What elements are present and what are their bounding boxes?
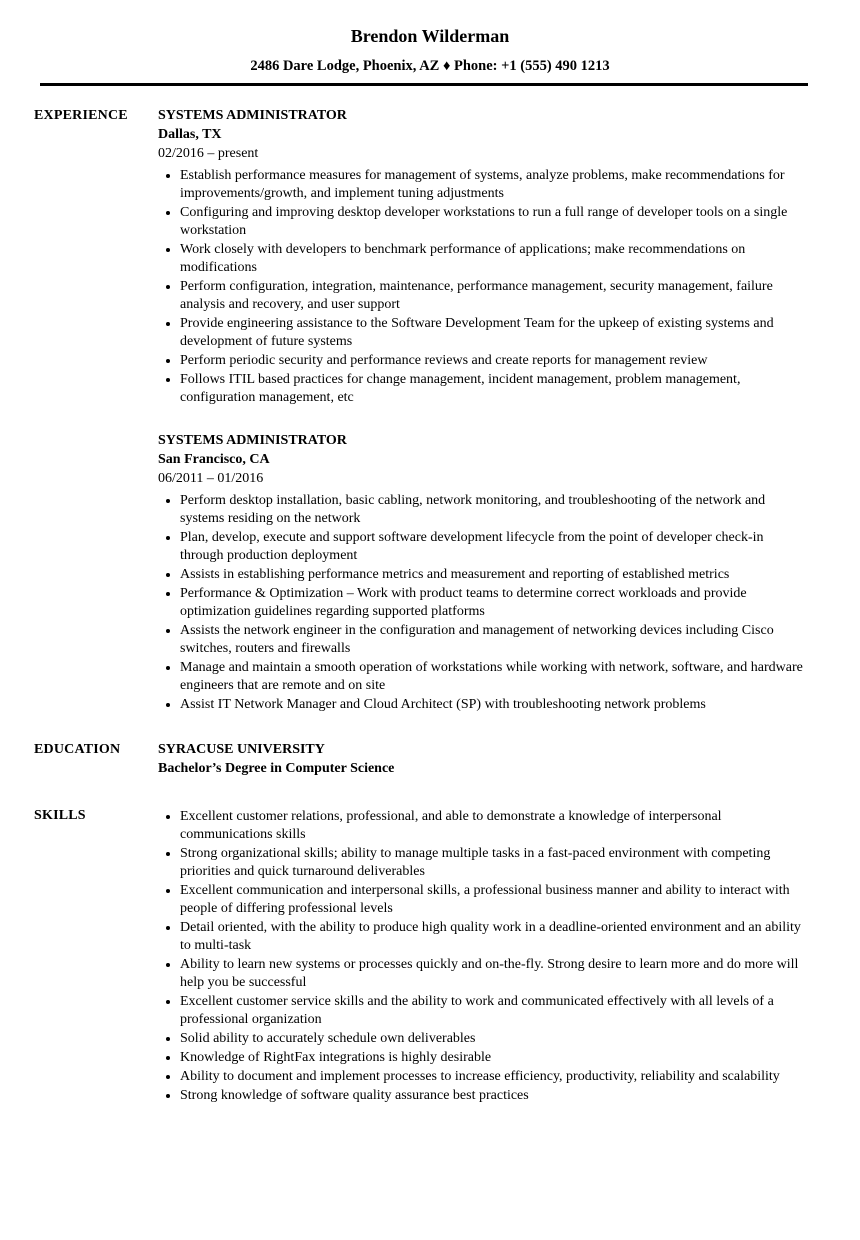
bullet-item: • Ability to learn new systems or processes quickly and on-the-fly. Strong desire to learn more and do more will help you be successful (180, 955, 806, 992)
bullet-item: • Knowledge of RightFax integrations is highly desirable (180, 1048, 806, 1067)
bullet-item: • Establish performance measures for management of systems, analyze problems, make recommendations for improvements/growth, and implement tuning adjustments (180, 166, 806, 203)
person-name: Brendon Wilderman (350, 26, 510, 46)
bullet-item: • Solid ability to accurately schedule own deliverables (180, 1029, 806, 1048)
section-label-experience: EXPERIENCE (34, 108, 128, 123)
bullet-item: • Excellent customer relations, professional, and able to demonstrate a knowledge of interpersonal communications skills (180, 807, 806, 844)
bullet-item: • Configuring and improving desktop developer workstations to run a full range of developer tools on a single workstation (180, 203, 806, 240)
section-skills (0, 806, 860, 1105)
bullet-item: • Assists in establishing performance metrics and measurement and reporting of established metrics (180, 565, 806, 584)
section-label-education: EDUCATION (34, 742, 121, 757)
education-degree: Bachelor’s Degree in Computer Science (158, 761, 395, 776)
job-title: SYSTEMS ADMINISTRATOR (158, 108, 347, 123)
job-location: San Francisco, CA (158, 452, 270, 467)
section-experience (0, 106, 860, 714)
experience-content (158, 106, 806, 714)
education-content (158, 740, 806, 778)
skills-list (158, 807, 806, 1105)
bullet-item: • Ability to document and implement processes to increase efficiency, productivity, reliability and scalability (180, 1067, 806, 1086)
job-dates: 06/2011 – 01/2016 (158, 471, 264, 486)
bullet-item: • Performance & Optimization – Work with product teams to determine correct workloads and provide optimization guidelines regarding supported platforms (180, 584, 806, 621)
bullet-item: • Perform periodic security and performance reviews and create reports for management review (180, 351, 806, 370)
job-bullet-list (158, 166, 806, 407)
bullet-item: • Strong organizational skills; ability to manage multiple tasks in a fast-paced environment with competing priorities and quick turnaround deliverables (180, 844, 806, 881)
bullet-item: • Assists the network engineer in the configuration and management of networking devices including Cisco switches, routers and firewalls (180, 621, 806, 658)
bullet-item: • Plan, develop, execute and support software development lifecycle from the point of developer check-in through production deployment (180, 528, 806, 565)
bullet-item: • Perform configuration, integration, maintenance, performance management, security management, failure analysis and recovery, and user support (180, 277, 806, 314)
job-dates: 02/2016 – present (158, 146, 259, 161)
header-divider (40, 83, 808, 86)
bullet-item: • Excellent customer service skills and the ability to work and communicated effectively with all levels of a professional organization (180, 992, 806, 1029)
bullet-item: • Perform desktop installation, basic cabling, network monitoring, and troubleshooting of the network and systems residing on the network (180, 491, 806, 528)
job-entry (158, 106, 806, 407)
job-title: SYSTEMS ADMINISTRATOR (158, 433, 347, 448)
bullet-item: • Strong knowledge of software quality assurance best practices (180, 1086, 806, 1105)
bullet-item: • Assist IT Network Manager and Cloud Architect (SP) with troubleshooting network problems (180, 695, 806, 714)
bullet-item: • Follows ITIL based practices for change management, incident management, problem management, configuration management, etc (180, 370, 806, 407)
section-education (0, 740, 860, 778)
job-entry (158, 431, 806, 714)
skills-content (158, 806, 806, 1105)
bullet-item: • Provide engineering assistance to the Software Development Team for the upkeep of existing systems and development of future systems (180, 314, 806, 351)
contact-line: 2486 Dare Lodge, Phoenix, AZ ♦ Phone: +1 (555) 490 1213 (250, 58, 610, 74)
bullet-item: • Work closely with developers to benchmark performance of applications; make recommendations on modifications (180, 240, 806, 277)
bullet-item: • Detail oriented, with the ability to produce high quality work in a deadline-oriented environment and an ability to multi-task (180, 918, 806, 955)
section-label-skills: SKILLS (34, 808, 86, 823)
job-location: Dallas, TX (158, 127, 222, 142)
bullet-item: • Manage and maintain a smooth operation of workstations while working with network, software, and hardware engineers that are remote and on site (180, 658, 806, 695)
education-school: SYRACUSE UNIVERSITY (158, 742, 325, 757)
bullet-item: • Excellent communication and interpersonal skills, a professional business manner and ability to interact with people of differing professional levels (180, 881, 806, 918)
resume-header (0, 26, 860, 75)
job-bullet-list (158, 491, 806, 714)
